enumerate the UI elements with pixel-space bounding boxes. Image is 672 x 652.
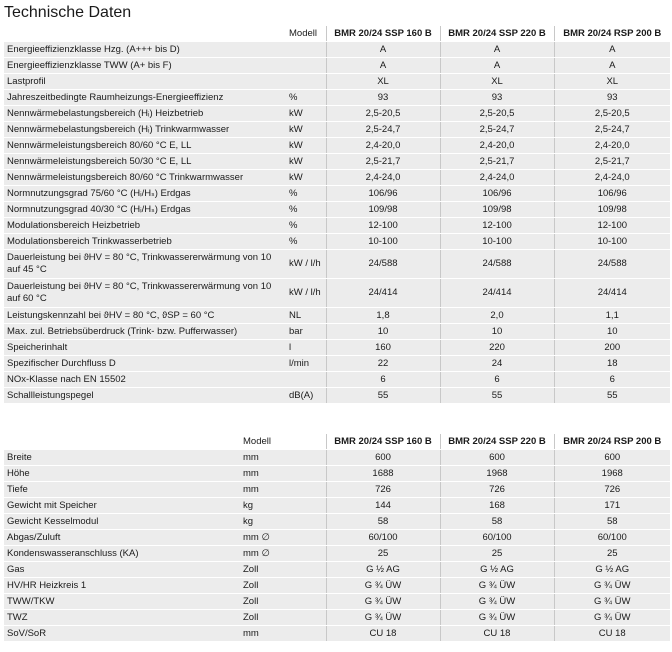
- row-value: G ¾ ÜW: [440, 594, 554, 610]
- table-row: [4, 154, 670, 170]
- row-value: 1688: [326, 466, 440, 482]
- row-label: Breite: [4, 450, 240, 466]
- row-value: 106/96: [554, 186, 670, 202]
- row-value: 25: [326, 546, 440, 562]
- table-row: [4, 308, 670, 324]
- row-value: 25: [554, 546, 670, 562]
- row-value: G ¾ ÜW: [440, 610, 554, 626]
- row-value: XL: [326, 74, 440, 90]
- row-unit: [286, 58, 326, 74]
- row-value: 12-100: [554, 218, 670, 234]
- row-value: 600: [554, 450, 670, 466]
- row-label: Nennwärmeleistungsbereich 80/60 °C Trinkwarmwasser: [4, 170, 286, 186]
- page-title: Technische Daten: [4, 4, 132, 21]
- table-row: [4, 42, 670, 58]
- row-label: Nennwärmebelastungsbereich (Hᵢ) Trinkwarmwasser: [4, 122, 286, 138]
- row-unit: [286, 42, 326, 58]
- row-unit: mm ∅: [240, 530, 326, 546]
- row-value: 60/100: [554, 530, 670, 546]
- row-value: 24/414: [326, 279, 440, 308]
- row-unit: [286, 74, 326, 90]
- row-value: 106/96: [440, 186, 554, 202]
- row-unit: Zoll: [240, 594, 326, 610]
- row-label: Gas: [4, 562, 240, 578]
- row-value: G ¾ ÜW: [440, 578, 554, 594]
- model-header-cell: BMR 20/24 SSP 220 B: [440, 434, 554, 450]
- table-row: [4, 122, 670, 138]
- row-value: 1,8: [326, 308, 440, 324]
- row-value: 2,4-20,0: [326, 138, 440, 154]
- table-row: [4, 594, 670, 610]
- row-unit: Zoll: [240, 610, 326, 626]
- row-unit: kW: [286, 122, 326, 138]
- row-unit: %: [286, 186, 326, 202]
- row-label: Schallleistungspegel: [4, 388, 286, 404]
- row-value: 2,4-24,0: [440, 170, 554, 186]
- row-unit: NL: [286, 308, 326, 324]
- row-value: 24/414: [554, 279, 670, 308]
- row-value: 58: [554, 514, 670, 530]
- row-value: G ¾ ÜW: [554, 578, 670, 594]
- row-unit: %: [286, 234, 326, 250]
- table-row: [4, 186, 670, 202]
- row-value: 55: [326, 388, 440, 404]
- table-row: [4, 450, 670, 466]
- row-value: 106/96: [326, 186, 440, 202]
- row-value: 2,5-20,5: [326, 106, 440, 122]
- header-label-cell: [4, 26, 286, 42]
- row-label: Gewicht Kesselmodul: [4, 514, 240, 530]
- row-label: TWZ: [4, 610, 240, 626]
- row-value: G ¾ ÜW: [326, 610, 440, 626]
- row-value: 24/588: [440, 250, 554, 279]
- row-value: CU 18: [554, 626, 670, 642]
- row-value: G ¾ ÜW: [326, 578, 440, 594]
- row-value: 726: [440, 482, 554, 498]
- table-row: [4, 498, 670, 514]
- row-value: 1,1: [554, 308, 670, 324]
- row-label: Nennwärmebelastungsbereich (Hᵢ) Heizbetrieb: [4, 106, 286, 122]
- row-value: A: [554, 58, 670, 74]
- row-value: G ½ AG: [440, 562, 554, 578]
- row-unit: dB(A): [286, 388, 326, 404]
- row-value: 109/98: [326, 202, 440, 218]
- table-row: [4, 234, 670, 250]
- row-label: Jahreszeitbedingte Raumheizungs-Energieeffizienz: [4, 90, 286, 106]
- row-value: 18: [554, 356, 670, 372]
- header-label-cell: [4, 434, 240, 450]
- table-header-row: [4, 26, 670, 42]
- table-row: [4, 482, 670, 498]
- row-value: 93: [440, 90, 554, 106]
- row-value: 2,5-24,7: [440, 122, 554, 138]
- row-value: G ½ AG: [554, 562, 670, 578]
- row-unit: kW: [286, 138, 326, 154]
- row-value: 168: [440, 498, 554, 514]
- table-row: [4, 514, 670, 530]
- row-value: 10-100: [326, 234, 440, 250]
- row-value: 24/588: [326, 250, 440, 279]
- row-value: A: [440, 58, 554, 74]
- row-value: 726: [554, 482, 670, 498]
- row-label: Tiefe: [4, 482, 240, 498]
- row-unit: kg: [240, 498, 326, 514]
- row-unit: kW / l/h: [286, 250, 326, 279]
- row-value: 60/100: [440, 530, 554, 546]
- row-label: Höhe: [4, 466, 240, 482]
- row-value: 2,5-20,5: [440, 106, 554, 122]
- header-unit-cell: Modell: [286, 26, 326, 42]
- table-row: [4, 546, 670, 562]
- row-unit: l/min: [286, 356, 326, 372]
- row-label: Nennwärmeleistungsbereich 80/60 °C E, LL: [4, 138, 286, 154]
- row-value: 2,5-24,7: [554, 122, 670, 138]
- row-value: 55: [554, 388, 670, 404]
- row-value: 58: [326, 514, 440, 530]
- table-row: [4, 356, 670, 372]
- table-header-row: [4, 434, 670, 450]
- table-row: [4, 562, 670, 578]
- row-label: Abgas/Zuluft: [4, 530, 240, 546]
- table-row: [4, 106, 670, 122]
- table-row: [4, 58, 670, 74]
- row-label: Spezifischer Durchfluss D: [4, 356, 286, 372]
- row-unit: bar: [286, 324, 326, 340]
- row-value: 160: [326, 340, 440, 356]
- table-row: [4, 138, 670, 154]
- row-label: SoV/SoR: [4, 626, 240, 642]
- row-unit: %: [286, 202, 326, 218]
- row-value: 24/588: [554, 250, 670, 279]
- row-unit: Zoll: [240, 562, 326, 578]
- row-value: 1968: [440, 466, 554, 482]
- table-row: [4, 578, 670, 594]
- row-value: 6: [326, 372, 440, 388]
- row-label: Gewicht mit Speicher: [4, 498, 240, 514]
- model-header-cell: BMR 20/24 SSP 160 B: [326, 434, 440, 450]
- dimensions-table: [4, 434, 670, 642]
- row-value: 55: [440, 388, 554, 404]
- row-value: 2,4-24,0: [326, 170, 440, 186]
- table-row: [4, 74, 670, 90]
- row-label: NOx-Klasse nach EN 15502: [4, 372, 286, 388]
- row-label: Energieeffizienzklasse Hzg. (A+++ bis D): [4, 42, 286, 58]
- row-unit: mm: [240, 450, 326, 466]
- row-unit: kW: [286, 154, 326, 170]
- row-value: 144: [326, 498, 440, 514]
- row-value: 171: [554, 498, 670, 514]
- row-label: Dauerleistung bei ϑHV = 80 °C, Trinkwassererwärmung von 10 auf 60 °C: [4, 279, 286, 308]
- row-value: 2,4-24,0: [554, 170, 670, 186]
- table-row: [4, 388, 670, 404]
- row-unit: %: [286, 90, 326, 106]
- row-value: G ¾ ÜW: [554, 594, 670, 610]
- table-row: [4, 170, 670, 186]
- row-value: 24: [440, 356, 554, 372]
- row-label: TWW/TKW: [4, 594, 240, 610]
- row-value: 6: [554, 372, 670, 388]
- row-unit: %: [286, 218, 326, 234]
- row-value: A: [554, 42, 670, 58]
- row-value: 200: [554, 340, 670, 356]
- row-value: 2,5-21,7: [440, 154, 554, 170]
- row-value: G ¾ ÜW: [326, 594, 440, 610]
- row-value: 60/100: [326, 530, 440, 546]
- row-value: 93: [326, 90, 440, 106]
- row-unit: mm: [240, 626, 326, 642]
- row-value: 109/98: [554, 202, 670, 218]
- row-value: 600: [326, 450, 440, 466]
- row-value: CU 18: [326, 626, 440, 642]
- row-unit: kg: [240, 514, 326, 530]
- row-label: HV/HR Heizkreis 1: [4, 578, 240, 594]
- row-unit: mm: [240, 466, 326, 482]
- table-row: [4, 610, 670, 626]
- row-label: Kondenswasseranschluss (KA): [4, 546, 240, 562]
- row-value: 2,5-24,7: [326, 122, 440, 138]
- row-label: Speicherinhalt: [4, 340, 286, 356]
- table-row: [4, 202, 670, 218]
- table-row: [4, 372, 670, 388]
- row-label: Max. zul. Betriebsüberdruck (Trink- bzw. Pufferwasser): [4, 324, 286, 340]
- row-value: 12-100: [326, 218, 440, 234]
- table-row: [4, 250, 670, 279]
- table-row: [4, 90, 670, 106]
- row-value: 2,4-20,0: [440, 138, 554, 154]
- row-unit: Zoll: [240, 578, 326, 594]
- row-value: 58: [440, 514, 554, 530]
- row-value: 726: [326, 482, 440, 498]
- row-value: A: [326, 42, 440, 58]
- row-label: Energieeffizienzklasse TWW (A+ bis F): [4, 58, 286, 74]
- model-header-cell: BMR 20/24 SSP 160 B: [326, 26, 440, 42]
- row-value: 2,5-21,7: [326, 154, 440, 170]
- row-label: Modulationsbereich Trinkwasserbetrieb: [4, 234, 286, 250]
- row-label: Nennwärmeleistungsbereich 50/30 °C E, LL: [4, 154, 286, 170]
- row-value: 12-100: [440, 218, 554, 234]
- table-row: [4, 279, 670, 308]
- table-row: [4, 340, 670, 356]
- row-value: 10-100: [554, 234, 670, 250]
- table-row: [4, 626, 670, 642]
- model-header-cell: BMR 20/24 RSP 200 B: [554, 434, 670, 450]
- row-value: 10: [440, 324, 554, 340]
- row-unit: kW: [286, 106, 326, 122]
- row-unit: [286, 372, 326, 388]
- row-label: Dauerleistung bei ϑHV = 80 °C, Trinkwassererwärmung von 10 auf 45 °C: [4, 250, 286, 279]
- row-value: A: [440, 42, 554, 58]
- table-row: [4, 218, 670, 234]
- header-unit-cell: Modell: [240, 434, 326, 450]
- row-value: 2,4-20,0: [554, 138, 670, 154]
- row-unit: kW: [286, 170, 326, 186]
- row-value: 22: [326, 356, 440, 372]
- row-unit: mm: [240, 482, 326, 498]
- row-value: 10: [326, 324, 440, 340]
- row-value: 1968: [554, 466, 670, 482]
- row-unit: l: [286, 340, 326, 356]
- model-header-cell: BMR 20/24 SSP 220 B: [440, 26, 554, 42]
- table-row: [4, 466, 670, 482]
- row-value: XL: [440, 74, 554, 90]
- row-value: 220: [440, 340, 554, 356]
- row-value: 2,5-20,5: [554, 106, 670, 122]
- row-label: Normnutzungsgrad 40/30 °C (Hᵢ/Hₛ) Erdgas: [4, 202, 286, 218]
- row-value: 2,0: [440, 308, 554, 324]
- row-value: 25: [440, 546, 554, 562]
- row-label: Lastprofil: [4, 74, 286, 90]
- row-value: 2,5-21,7: [554, 154, 670, 170]
- row-value: 93: [554, 90, 670, 106]
- model-header-cell: BMR 20/24 RSP 200 B: [554, 26, 670, 42]
- row-value: 24/414: [440, 279, 554, 308]
- row-unit: kW / l/h: [286, 279, 326, 308]
- row-value: G ½ AG: [326, 562, 440, 578]
- row-value: 10-100: [440, 234, 554, 250]
- row-unit: mm ∅: [240, 546, 326, 562]
- row-value: 10: [554, 324, 670, 340]
- row-label: Modulationsbereich Heizbetrieb: [4, 218, 286, 234]
- row-value: CU 18: [440, 626, 554, 642]
- row-label: Normnutzungsgrad 75/60 °C (Hᵢ/Hₛ) Erdgas: [4, 186, 286, 202]
- table-row: [4, 530, 670, 546]
- row-value: 109/98: [440, 202, 554, 218]
- row-label: Leistungskennzahl bei ϑHV = 80 °C, ϑSP = 60 °C: [4, 308, 286, 324]
- row-value: 600: [440, 450, 554, 466]
- row-value: 6: [440, 372, 554, 388]
- technical-data-table: [4, 26, 670, 404]
- row-value: A: [326, 58, 440, 74]
- row-value: XL: [554, 74, 670, 90]
- row-value: G ¾ ÜW: [554, 610, 670, 626]
- table-row: [4, 324, 670, 340]
